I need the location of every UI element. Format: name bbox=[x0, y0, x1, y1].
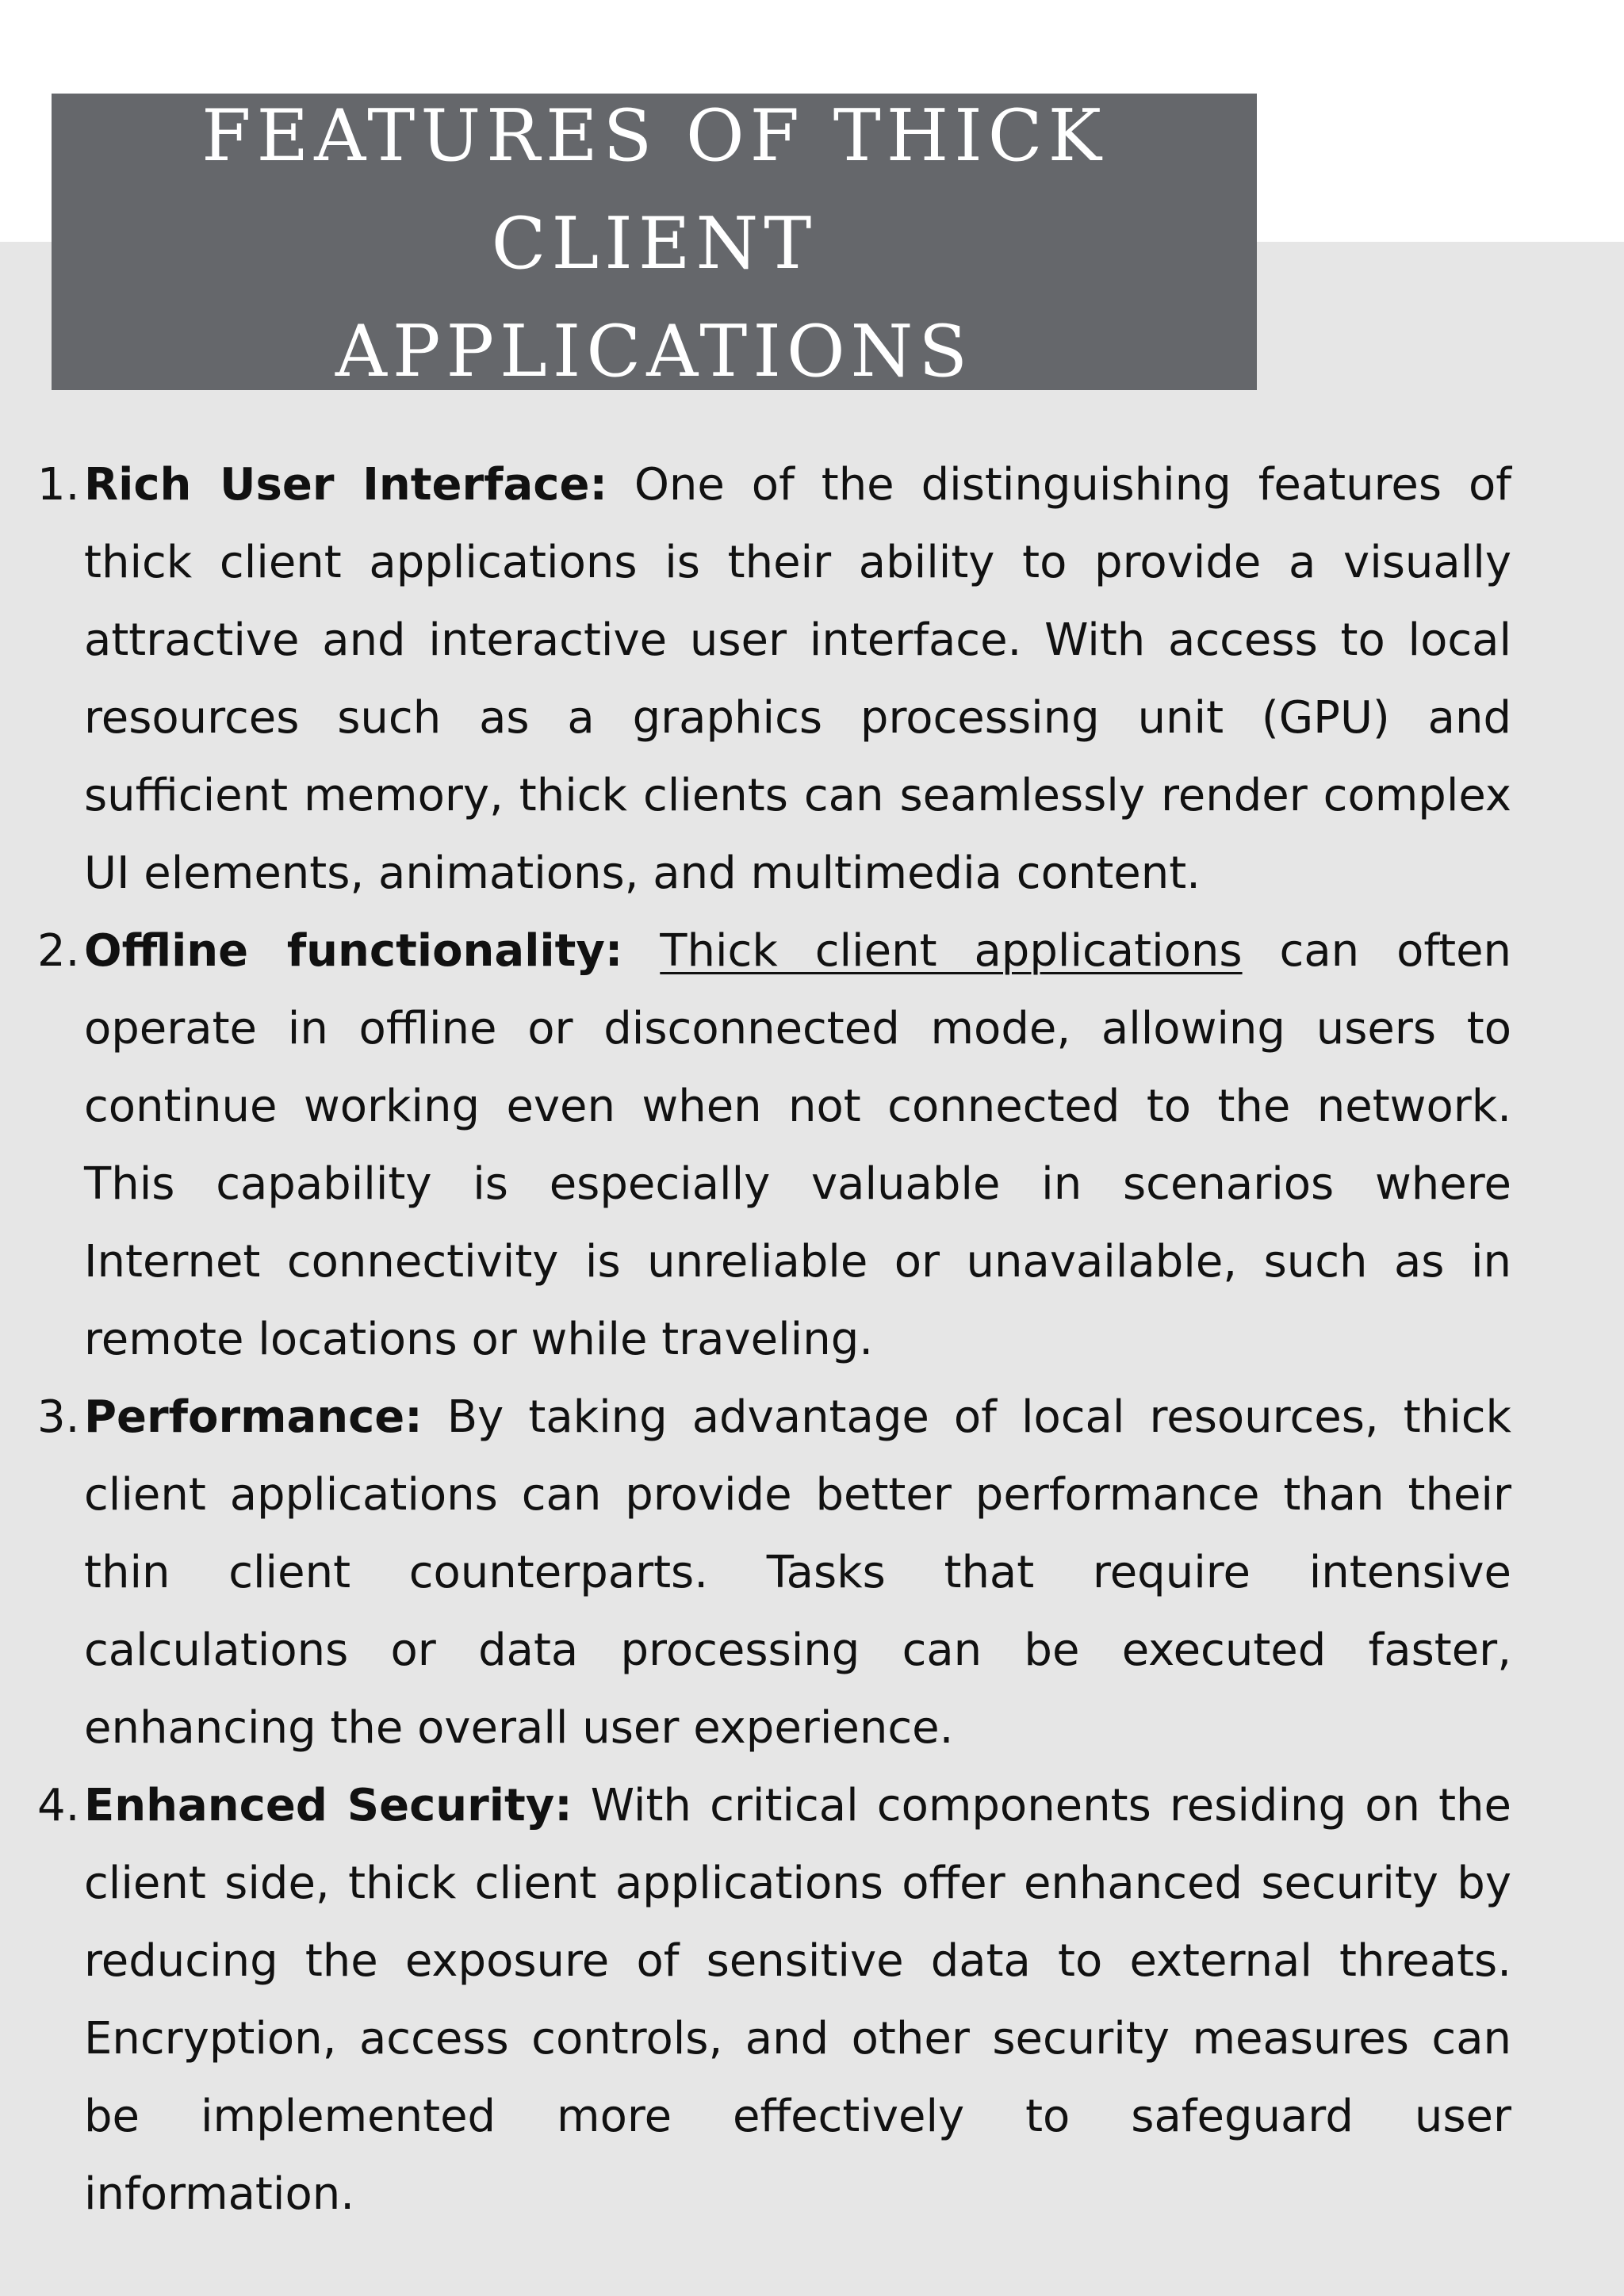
list-item-title: Offline functionality: bbox=[84, 925, 623, 977]
page-title-line-1: FEATURES OF THICK CLIENT bbox=[201, 94, 1107, 285]
list-item-title: Performance: bbox=[84, 1391, 423, 1443]
list-item-title: Rich User Interface: bbox=[84, 459, 607, 511]
list-item-number: 4. bbox=[37, 1780, 80, 1831]
list-item-number: 1. bbox=[37, 459, 80, 511]
list-item-title: Enhanced Security: bbox=[84, 1780, 573, 1831]
page-title-line-2: APPLICATIONS bbox=[335, 310, 974, 393]
list-item-text: With critical components residing on the client side, thick client applications offer enhanced security by reducing the exposure of sensitive data to external threats. Encryption, access controls, and other security measures can be implemented more effectively to safeguard user information. bbox=[84, 1780, 1512, 2220]
list-item-body bbox=[84, 913, 1511, 1379]
list-item-body bbox=[84, 446, 1511, 913]
list-item-text: By taking advantage of local resources, thick client applications can provide better performance than their thin client counterparts. Tasks that require intensive calculations or data processing can be executed faster, enhancing the overall user experience. bbox=[84, 1391, 1511, 1754]
list-item-number: 2. bbox=[37, 925, 80, 977]
thick-client-applications-link[interactable]: Thick client applications bbox=[660, 925, 1243, 977]
list-item-enhanced-security bbox=[0, 1767, 1624, 2233]
list-item-body bbox=[84, 1767, 1511, 2233]
list-item-rich-user-interface bbox=[0, 446, 1624, 913]
list-item-text: One of the distinguishing features of thick client applications is their ability to provide a visually attractive and interactive user interface. With access to local resources such as a graphics processing unit (GPU) and sufficient memory, thick clients can seamlessly render complex UI elements, animations, and multimedia content. bbox=[84, 459, 1511, 899]
list-item-offline-functionality bbox=[0, 913, 1624, 1379]
list-item-performance bbox=[0, 1379, 1624, 1767]
list-item-body bbox=[84, 1379, 1511, 1767]
title-banner bbox=[52, 94, 1257, 393]
feature-list bbox=[0, 446, 1624, 2233]
list-item-number: 3. bbox=[37, 1391, 80, 1443]
list-item-text: can often operate in offline or disconnected mode, allowing users to continue working even when not connected to the network. This capability is especially valuable in scenarios where Internet connectivity is unreliable or unavailable, such as in remote locations or while traveling. bbox=[84, 925, 1512, 1365]
page-title bbox=[52, 78, 1257, 406]
